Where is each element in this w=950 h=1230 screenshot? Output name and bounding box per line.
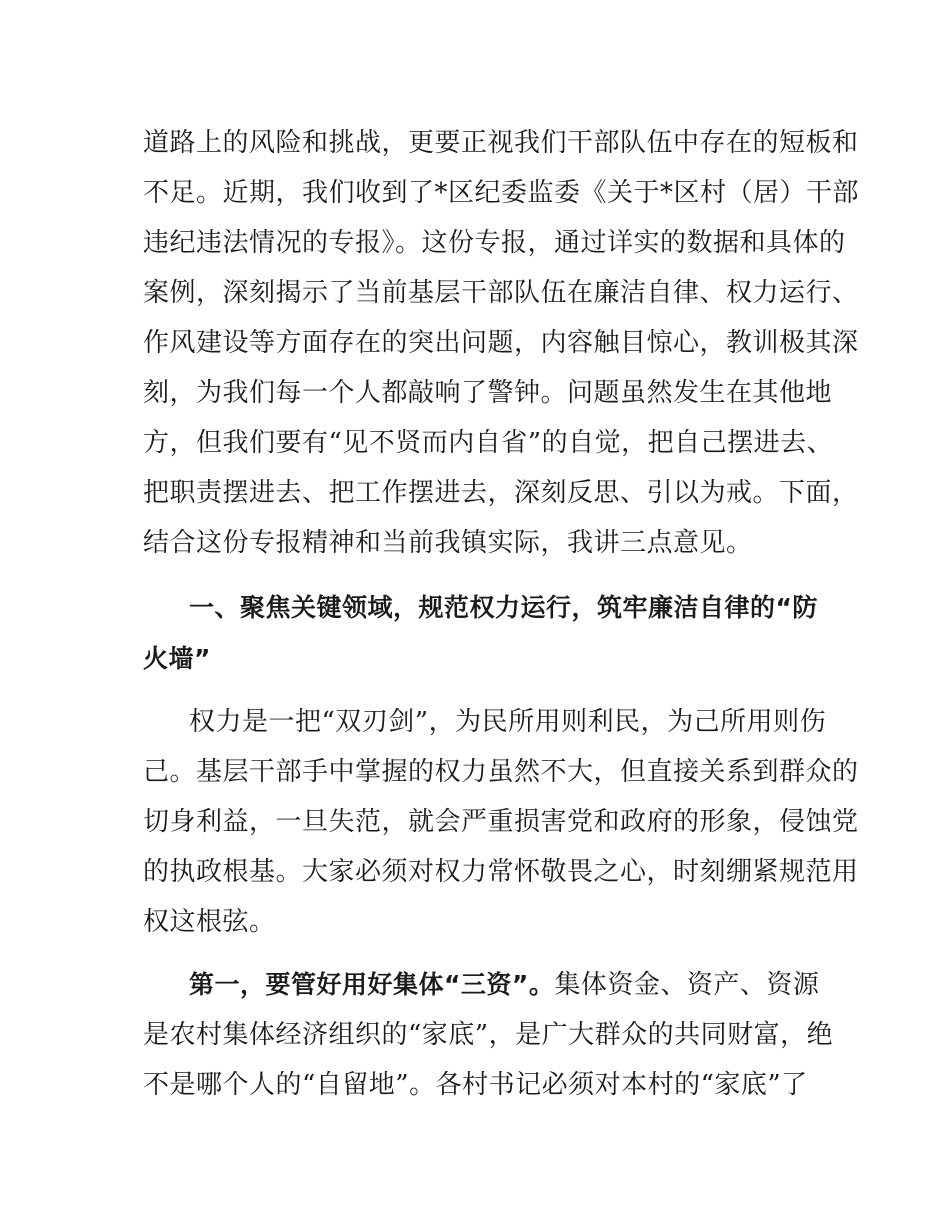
paragraph-line: 作风建设等方面存在的突出问题，内容触目惊心，教训极其深	[143, 328, 859, 358]
paragraph-line: 违纪违法情况的专报》。这份专报，通过详实的数据和具体的	[143, 228, 846, 258]
paragraph-line	[189, 968, 819, 1002]
paragraph-line: 不是哪个人的“自留地”。各村书记必须对本村的“家底”了	[143, 1070, 808, 1100]
paragraph-lead: 第一，要管好用好集体“三资”。	[189, 970, 555, 999]
paragraph-line: 道路上的风险和挑战，更要正视我们干部队伍中存在的短板和	[143, 128, 859, 158]
paragraph-line: 刻，为我们每一个人都敲响了警钟。问题虽然发生在其他地	[143, 378, 833, 408]
section-heading: 一、聚焦关键领域，规范权力运行，筑牢廉洁自律的“防	[189, 593, 818, 622]
paragraph-line: 方，但我们要有“见不贤而内自省”的自觉，把自己摆进去、	[143, 428, 834, 458]
paragraph-line: 己。基层干部手中掌握的权力虽然不大，但直接关系到群众的	[143, 757, 859, 787]
paragraph-line: 权力是一把“双刃剑”，为民所用则利民，为己所用则伤	[189, 707, 827, 737]
paragraph-line: 把职责摆进去、把工作摆进去，深刻反思、引以为戒。下面，	[143, 478, 859, 508]
paragraph-line: 切身利益，一旦失范，就会严重损害党和政府的形象，侵蚀党	[143, 807, 859, 837]
paragraph-line: 不足。近期，我们收到了*区纪委监委《关于*区村（居）干部	[143, 178, 860, 208]
paragraph-line: 是农村集体经济组织的“家底”，是广大群众的共同财富，绝	[143, 1020, 834, 1050]
paragraph-line: 的执政根基。大家必须对权力常怀敬畏之心，时刻绷紧规范用	[143, 857, 859, 887]
paragraph-text: 集体资金、资产、资源	[554, 970, 820, 1000]
paragraph-line: 案例，深刻揭示了当前基层干部队伍在廉洁自律、权力运行、	[143, 278, 859, 308]
section-heading: 火墙”	[143, 644, 211, 673]
paragraph-line: 结合这份专报精神和当前我镇实际，我讲三点意见。	[143, 528, 753, 558]
paragraph-line: 权这根弦。	[143, 907, 276, 937]
